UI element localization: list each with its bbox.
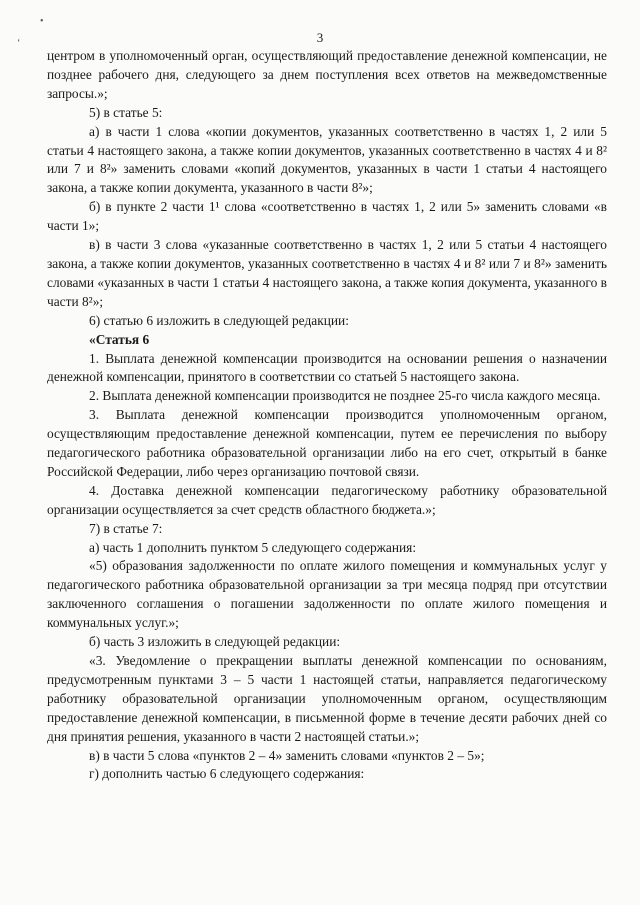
paragraph xyxy=(47,652,607,747)
paragraph-text: центром в уполномоченный орган, осуществляющий предоставление денежной компенсации, не позднее рабочего дня, следующего за днем поступления всех ответов на межведомственные запросы.»; xyxy=(47,48,607,101)
paragraph xyxy=(47,123,607,199)
paragraph xyxy=(47,47,607,104)
paragraph-text: 5) в статье 5: xyxy=(89,104,163,120)
paragraph-text: 4. Доставка денежной компенсации педагогическому работнику образовательной организации осуществляется за счет средств областного бюджета.»; xyxy=(47,482,607,517)
paragraph xyxy=(47,104,607,123)
paragraph xyxy=(47,387,607,406)
paragraph xyxy=(47,765,607,784)
paragraph xyxy=(47,331,607,350)
paragraph-text: в) в части 3 слова «указанные соответственно в частях 1, 2 или 5 статьи 4 настоящего закона, а также копии документов, указанных соответственно в частях 4 и 8² или 7 и 8²» заменить словами «указанных в части 1 статьи 4 настоящего закона, а также копия документа, указанного в части 8²»; xyxy=(47,237,607,309)
paragraph-text: б) часть 3 изложить в следующей редакции: xyxy=(89,634,341,650)
paragraph-text: б) в пункте 2 части 1¹ слова «соответственно в частях 1, 2 или 5» заменить словами «в части 1»; xyxy=(47,199,607,234)
document-body xyxy=(47,47,607,784)
paragraph xyxy=(47,520,607,539)
paragraph xyxy=(47,406,607,482)
paragraph-text: а) в части 1 слова «копии документов, указанных соответственно в частях 1, 2 или 5 статьи 4 настоящего закона, а также копии документов, указанных соответственно в частях 4 и 8² или 7 и 8²» заменить словами «копий документов, указанных в части 1 статьи 4 настоящего закона, а также копии документа, указанного в части 8²»; xyxy=(47,123,607,196)
paragraph xyxy=(47,312,607,331)
paragraph-text: а) часть 1 дополнить пунктом 5 следующего содержания: xyxy=(89,539,417,555)
article-heading: «Статья 6 xyxy=(89,331,150,347)
scan-mark: • xyxy=(40,16,44,27)
paragraph-text: 1. Выплата денежной компенсации производится на основании решения о назначении денежной компенсации, принятого в соответствии со статьей 5 настоящего закона. xyxy=(47,350,607,385)
paragraph-text: «3. Уведомление о прекращении выплаты денежной компенсации по основаниям, предусмотренным пунктами 3 – 5 части 1 настоящей статьи, направляется педагогическому работнику образовательной организации уполномоченным органом, осуществляющим предоставление денежной компенсации, в письменной форме в течение десяти рабочих дней со дня принятия решения, указанного в части 2 настоящей статьи.»; xyxy=(47,653,607,744)
paragraph xyxy=(47,747,607,766)
paragraph xyxy=(47,557,607,633)
paragraph xyxy=(47,198,607,236)
paragraph xyxy=(47,482,607,520)
paragraph-text: 2. Выплата денежной компенсации производится не позднее 25-го числа каждого месяца. xyxy=(89,388,601,404)
page-number: 3 xyxy=(316,30,324,45)
paragraph xyxy=(47,236,607,312)
paragraph xyxy=(47,633,607,652)
paragraph-text: 3. Выплата денежной компенсации производится уполномоченным органом, осуществляющим предоставление денежной компенсации, путем ее перечисления по выбору педагогического работника образовательной организации либо на его счет, открытый в банке Российской Федерации, либо через организацию почтовой связи. xyxy=(47,407,607,479)
scan-mark: ʻ xyxy=(17,38,21,49)
paragraph-text: г) дополнить частью 6 следующего содержания: xyxy=(89,766,365,782)
paragraph xyxy=(47,539,607,558)
paragraph-text: в) в части 5 слова «пунктов 2 – 4» заменить словами «пунктов 2 – 5»; xyxy=(89,747,485,763)
paragraph-text: 7) в статье 7: xyxy=(89,520,163,536)
paragraph-text: 6) статью 6 изложить в следующей редакции: xyxy=(89,312,349,328)
paragraph xyxy=(47,350,607,388)
paragraph-text: «5) образования задолженности по оплате жилого помещения и коммунальных услуг у педагогического работника образовательной организации за три месяца подряд при отсутствии заключенного соглашения о погашении задолженности по оплате жилого помещения и коммунальных услуг.»; xyxy=(47,558,607,631)
